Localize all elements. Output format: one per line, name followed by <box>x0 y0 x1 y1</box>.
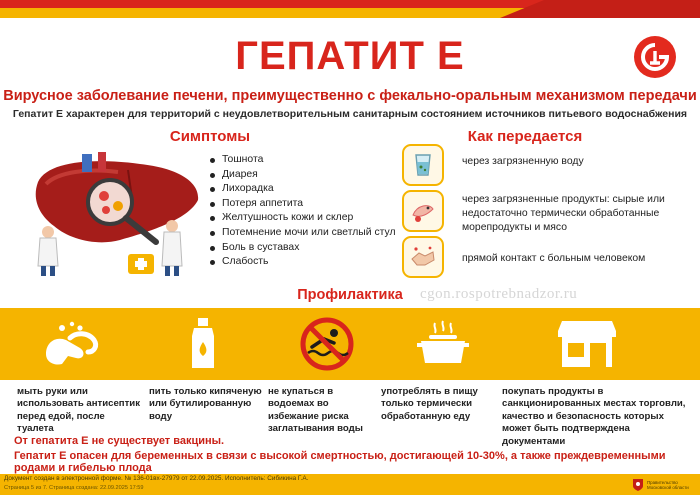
seafood-icon <box>402 190 444 232</box>
prevention-text-cooking: употреблять в пищу только термически обработанную еду <box>381 386 478 422</box>
transmission-item-water: через загрязненную воду <box>462 156 584 167</box>
transmission-item-food: через загрязненные продукты: сырые или недостаточно термически обработанные морепродукты и мясо <box>462 194 665 233</box>
footer-document-line: Документ создан в электронной форме. № 136-01вх-27979 от 22.09.2025. Исполнитель: Сибикина Г.А. <box>4 475 309 482</box>
transmission-item-contact: прямой контакт с больным человеком <box>462 253 646 264</box>
list-item: Боль в суставах <box>210 241 400 256</box>
list-item: Желтушность кожи и склер <box>210 211 400 226</box>
bottle-icon <box>158 314 248 374</box>
prevention-heading: Профилактика <box>297 287 403 303</box>
pregnancy-warning: Гепатит Е опасен для беременных в связи с высокой смертностью, достигающей 10-30%, а также преждевременными родами и гибелью плода <box>14 450 666 474</box>
no-swimming-icon <box>282 314 372 374</box>
watermark: cgon.rospotrebnadzor.ru <box>420 286 578 302</box>
list-item: Диарея <box>210 168 400 183</box>
page-subtitle: Вирусное заболевание печени, преимущественно с фекально-оральным механизмом передачи <box>3 88 697 104</box>
list-item: Слабость <box>210 255 400 270</box>
government-label-2: Московской области <box>647 484 689 490</box>
handshake-icon <box>402 236 444 278</box>
footer-page-line: Страница 5 из 7. Страница создана: 22.09.2025 17:59 <box>4 485 144 491</box>
coat-of-arms-icon <box>632 478 644 492</box>
vaccine-note: От гепатита Е не существует вакцины. <box>14 435 225 447</box>
prevention-text-handwash: мыть руки или использовать антисептик перед едой, после туалета <box>17 386 140 435</box>
prevention-text-water: пить только кипяченую или бутилированную воду <box>149 386 262 422</box>
symptoms-list <box>210 153 400 270</box>
government-label-1: Правительство <box>647 479 678 485</box>
hand-wash-icon <box>26 314 116 374</box>
government-logo <box>632 476 698 493</box>
cooking-pot-icon <box>398 314 488 374</box>
prevention-text-shopping: покупать продукты в санкционированных местах торговли, качество и безопасность которых может быть подтверждена документами <box>502 386 686 447</box>
liver-illustration <box>28 148 208 278</box>
symptoms-heading: Симптомы <box>169 128 251 145</box>
list-item: Тошнота <box>210 153 400 168</box>
page-title: ГЕПАТИТ Е <box>235 34 465 78</box>
glass-water-icon <box>402 144 444 186</box>
shop-icon <box>542 314 632 374</box>
transmission-heading: Как передается <box>467 128 583 145</box>
page-description: Гепатит Е характерен для территорий с неудовлетворительным санитарным состоянием источников питьевого водоснабжения <box>12 108 688 120</box>
list-item: Потемнение мочи или светлый стул <box>210 226 400 241</box>
prevention-text-swimming: не купаться в водоемах во избежание риска заглатывания воды <box>268 386 363 435</box>
list-item: Потеря аппетита <box>210 197 400 212</box>
list-item: Лихорадка <box>210 182 400 197</box>
